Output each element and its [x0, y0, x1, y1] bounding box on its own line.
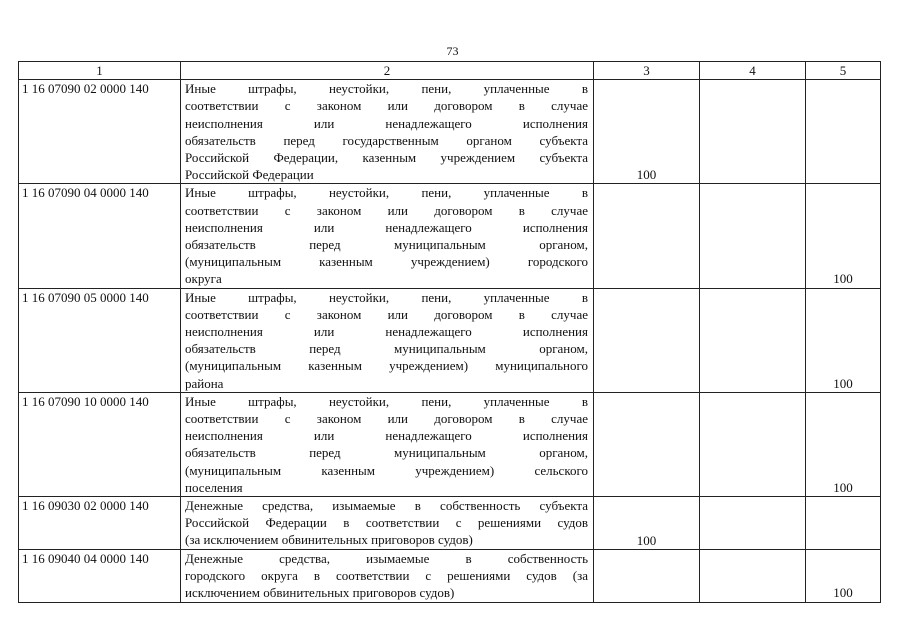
description-line: обязательств перед муниципальным органом, [185, 341, 588, 357]
column-5-value: 100 [806, 392, 881, 496]
table-header-row [19, 62, 881, 80]
column-header: 5 [806, 62, 881, 80]
income-description [181, 288, 594, 392]
description-line: округа [185, 271, 222, 287]
budget-code: 1 16 07090 05 0000 140 [19, 288, 181, 392]
column-3-value [594, 550, 700, 603]
column-4-value [700, 184, 806, 288]
budget-code: 1 16 09030 02 0000 140 [19, 497, 181, 550]
description-line: Иные штрафы, неустойки, пени, уплаченные в [185, 185, 588, 201]
description-line: соответствии с законом или договором в случае [185, 202, 588, 218]
column-5-value: 100 [806, 184, 881, 288]
column-5-value: 100 [806, 288, 881, 392]
description-line: Российской Федерации [185, 167, 314, 183]
description-line: (муниципальным казенным учреждением) муниципального [185, 358, 588, 374]
description-line: Иные штрафы, неустойки, пени, уплаченные в [185, 81, 588, 97]
description-line: неисполнения или ненадлежащего исполнения [185, 115, 588, 131]
column-4-value [700, 80, 806, 184]
description-line: соответствии с законом или договором в случае [185, 306, 588, 322]
column-header: 4 [700, 62, 806, 80]
description-line: обязательств перед муниципальным органом, [185, 445, 588, 461]
description-line: Российской Федерации, казенным учреждением субъекта [185, 150, 588, 166]
column-header: 3 [594, 62, 700, 80]
description-line: (муниципальным казенным учреждением) городского [185, 254, 588, 270]
description-line: (за исключением обвинительных приговоров судов) [185, 532, 473, 548]
description-line: (муниципальным казенным учреждением) сельского [185, 462, 588, 478]
description-line: неисполнения или ненадлежащего исполнения [185, 428, 588, 444]
column-5-value [806, 80, 881, 184]
budget-code: 1 16 09040 04 0000 140 [19, 550, 181, 603]
description-line: неисполнения или ненадлежащего исполнения [185, 219, 588, 235]
table-row [19, 80, 881, 184]
income-description [181, 392, 594, 496]
description-line: поселения [185, 479, 243, 495]
description-line: Денежные средства, изымаемые в собственность [185, 551, 588, 567]
column-header: 1 [19, 62, 181, 80]
column-3-value [594, 288, 700, 392]
column-header: 2 [181, 62, 594, 80]
budget-code: 1 16 07090 04 0000 140 [19, 184, 181, 288]
page-number: 73 [446, 44, 459, 58]
description-line: Иные штрафы, неустойки, пени, уплаченные в [185, 393, 588, 409]
table-row [19, 288, 881, 392]
description-line: исключением обвинительных приговоров судов) [185, 585, 455, 601]
income-description [181, 184, 594, 288]
column-3-value [594, 184, 700, 288]
column-3-value [594, 392, 700, 496]
income-description [181, 550, 594, 603]
table-row [19, 184, 881, 288]
description-line: обязательств перед государственным органом субъекта [185, 132, 588, 148]
column-4-value [700, 550, 806, 603]
description-line: соответствии с законом или договором в случае [185, 411, 588, 427]
description-line: Денежные средства, изымаемые в собственность субъекта [185, 498, 588, 514]
column-5-value [806, 497, 881, 550]
description-line: городского округа в соответствии с решениями судов (за [185, 568, 588, 584]
description-line: Иные штрафы, неустойки, пени, уплаченные в [185, 289, 588, 305]
description-line: Российской Федерации в соответствии с решениями судов [185, 515, 588, 531]
table-row [19, 497, 881, 550]
revenue-table [18, 61, 881, 603]
table-row [19, 392, 881, 496]
income-description [181, 80, 594, 184]
budget-code: 1 16 07090 02 0000 140 [19, 80, 181, 184]
description-line: соответствии с законом или договором в случае [185, 98, 588, 114]
column-4-value [700, 288, 806, 392]
column-4-value [700, 497, 806, 550]
column-3-value: 100 [594, 80, 700, 184]
description-line: обязательств перед муниципальным органом, [185, 237, 588, 253]
column-3-value: 100 [594, 497, 700, 550]
column-5-value: 100 [806, 550, 881, 603]
description-line: неисполнения или ненадлежащего исполнения [185, 324, 588, 340]
description-line: района [185, 375, 224, 391]
column-4-value [700, 392, 806, 496]
table-row [19, 550, 881, 603]
income-description [181, 497, 594, 550]
budget-code: 1 16 07090 10 0000 140 [19, 392, 181, 496]
